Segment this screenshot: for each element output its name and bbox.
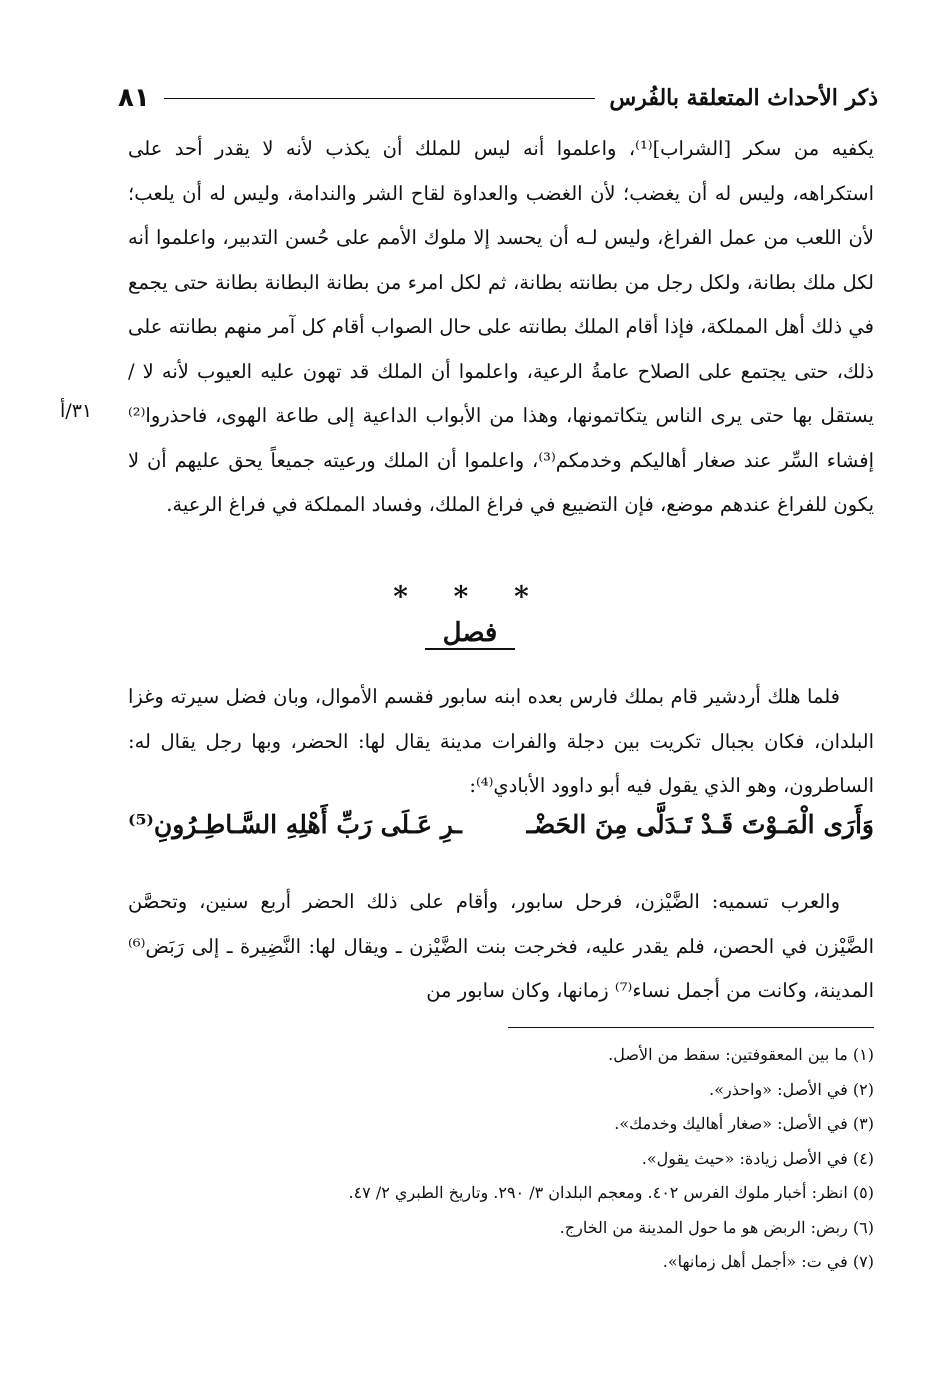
footnote-rule bbox=[508, 1027, 874, 1028]
page-number: ٨١ bbox=[118, 83, 150, 113]
footnote-1: (١) ما بين المعقوفتين: سقط من الأصل. bbox=[608, 1045, 874, 1064]
section-separator: * * * bbox=[393, 580, 547, 613]
running-title: ذكر الأحداث المتعلقة بالفُرس bbox=[609, 85, 878, 111]
verse-second-hemistich: ـرِ عَـلَى رَبِّ أَهْلِهِ السَّـاطِـرُونِ⁽⁵⁾ bbox=[128, 810, 462, 839]
third-text-block bbox=[128, 880, 874, 1014]
footnote-7: (٧) في ت: «أجمل أهل زمانها». bbox=[662, 1252, 874, 1271]
section-title: فصل bbox=[425, 618, 516, 650]
page-header bbox=[118, 78, 878, 118]
paragraph-3: والعرب تسميه: الضَّيْزن، فرحل سابور، وأقام على ذلك الحضر أربع سنين، وتحصَّن الضَّيْزن في الحصن، فلم يقدر عليه، فخرجت بنت الضَّيْزن ـ ويقال لها: النَّضِيرة ـ إلى رَبَض⁽⁶⁾ المدينة، وكانت من أجمل نساء⁽⁷⁾ زمانها، وكان سابور من bbox=[128, 890, 874, 1002]
header-rule bbox=[164, 98, 596, 99]
section-heading bbox=[0, 618, 940, 648]
poetry-verse bbox=[128, 810, 874, 839]
second-text-block bbox=[128, 675, 874, 809]
footnote-6: (٦) ربض: الربض هو ما حول المدينة من الخارج. bbox=[559, 1217, 874, 1237]
paragraph-2: فلما هلك أردشير قام بملك فارس بعده ابنه سابور فقسم الأموال، وبان فضل سيرته وغزا البلدان، فكان بجبال تكريت بين دجلة والفرات مدينة يقال لها: الحضر، وبها رجل يقال له: الساطرون، وهو الذي يقول فيه أبو داوود الأبادي⁽⁴⁾: bbox=[128, 685, 874, 797]
verse-first-hemistich: وَأَرَى الْمَـوْتَ قَـدْ تَـدَلَّى مِنَ الحَضْـ bbox=[526, 810, 874, 839]
folio-marker: ٣١/أ bbox=[60, 400, 93, 422]
footnote-4: (٤) في الأصل زيادة: «حيث يقول». bbox=[641, 1148, 874, 1168]
paragraph-1: يكفيه من سكر [الشراب]⁽¹⁾، واعلموا أنه ليس للملك أن يكذب لأنه لا يقدر أحد على استكراهه، وليس له أن يغضب؛ لأن الغضب والعداوة لقاح الشر والندامة، وليس له أن يلعب؛ لأن اللعب من عمل الفراغ، وليس لـه أن يحسد إلا ملوك الأمم على حُسن التدبير، واعلموا أنه لكل ملك بطانة، ولكل رجل من بطانته بطانة، ثم لكل امرء من بطانة البطانة بطانة حتى يجمع في ذلك أهل المملكة، فإذا أقام الملك بطانته على حال الصواب أقام كل آمر منهم بطانته على ذلك، حتى يجتمع على الصلاح عامةُ الرعية، واعلموا أن الملك قد تهون عليه العيوب لأنه لا / يستقل بها حتى يرى الناس يتكاتمونها، وهذا من الأبواب الداعية إلى طاعة الهوى، فاحذروا⁽²⁾ إفشاء السِّر عند صغار أهاليكم وخدمكم⁽³⁾، واعلموا أن الملك ورعيته جميعاً يحق عليهم أن لا يكون للفراغ عندهم موضع، فإن التضييع في فراغ الملك، وفساد المملكة في فراغ الرعية. bbox=[128, 137, 875, 516]
footnote-5: (٥) انظر: أخبار ملوك الفرس ٤٠٢. ومعجم البلدان ٣/ ٢٩٠. وتاريخ الطبري ٢/ ٤٧. bbox=[348, 1183, 874, 1202]
main-text-block bbox=[128, 127, 874, 528]
footnotes bbox=[128, 1038, 874, 1280]
footnote-3: (٣) في الأصل: «صغار أهاليك وخدمك». bbox=[614, 1114, 874, 1133]
footnote-2: (٢) في الأصل: «واحذر». bbox=[709, 1079, 874, 1099]
